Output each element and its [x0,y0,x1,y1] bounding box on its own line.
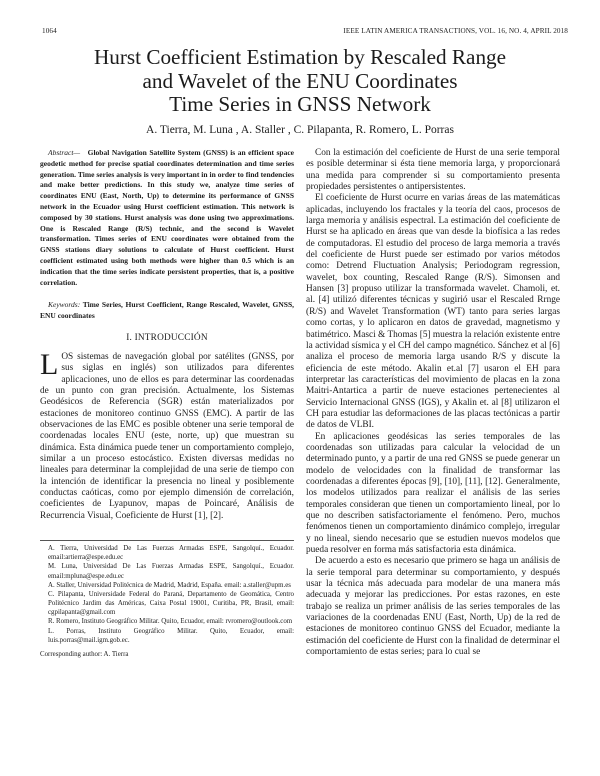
abstract [40,148,294,288]
intro-paragraph [40,347,294,522]
corresponding-author: Corresponding author: A. Tierra [40,650,129,658]
journal-header: IEEE LATIN AMERICA TRANSACTIONS, VOL. 16, NO. 4, APRIL 2018 [343,27,568,35]
body-paragraph: De acuerdo a esto es necesario que primero se haga un análisis de la serie temporal para determinar su comportamiento, y después usar la técnica más adecuada para modelar de una manera más adecuada y mejorar las predicciones. Por estas razones, en este trabajo se realiza un primer análisis de las series temporales de las variaciones de la coordenadas ENU (East, North, Up) de la red de estaciones de monitoreo continuo GNSS del Ecuador, mediante la estimación del coeficiente de Hurst con la finalidad de determinar el comportamiento de estas series; para lo cual se [306,556,561,658]
keywords-label: Keywords: [48,300,81,310]
footnote-affiliation: C. Pilapanta, Universidade Federal do Paraná, Departamento de Geomática, Centro Politécnico Jardim das Américas, Caixa Postal 19001, Curitiba, PR, Brasil, email: cgpilapanta@gmail.com [48,590,294,617]
drop-cap: L [40,347,59,381]
author-list: A. Tierra, M. Luna , A. Staller , C. Pilapanta, R. Romero, L. Porras [146,124,454,136]
footnote-affiliation: A. Staller, Universidad Politécnica de Madrid, Madrid, España. email: a.staller@upm.es [48,581,291,589]
intro-text: OS sistemas de navegación global por satélites (GNSS, por sus siglas en inglés) son utilizados para diferentes aplicaciones, uno de ellos es para determinar las coordenadas de un punto con gran precisión. Actualmente, los Sistemas Geodésicos de Referencia (SGR) están materializados por estaciones de monitoreo continuo GNSS (EMC). A partir de las observaciones de las EMC es posible obtener una serie temporal de coordenadas locales ENU (este, norte, up) que muestran su dinámica. Esta dinámica puede tener un comportamiento complejo, similar a un proceso estocástico. Existen diversas medidas no lineales para determinar la complejidad de una serie de tiempo con la intención de identificar la presencia no lineal y posiblemente conductas caóticas, como por ejemplo dimensión de correlación, coeficientes de Lyapunov, mapas de Poincaré, Análisis de Recurrencia Visual, Coeficiente de Hurst [1], [2]. [40,351,294,521]
title-line: Hurst Coefficient Estimation by Rescaled Range [93,45,507,69]
keywords [40,300,294,322]
body-paragraph: El coeficiente de Hurst ocurre en varias áreas de las matemáticas aplicadas, incluyendo los fractales y la teoría del caos, procesos de larga memoria y análisis espectral. La estimación del coeficiente de Hurst se ha aplicado en áreas que van desde la biofísica a las redes de computadoras. El estudio del proceso de larga memoria a través del coeficiente de Hurst puede ser estimado por varios métodos como: Detrend Fluctuation Analysis; Periodogram regression, wavelet, box counting, Rescaled Range (R/S). Simonsen and Hansen [3] propuso utilizar la transformada wavelet. Chamoli, et. al. [4] utilizó diferentes técnicas y sugirió usar el Rescaled Rrnge (R/S) and Wavelet Transformation (WT) tanto para series largas como cortas, y lo aplicaron en datos de gravedad, magnetismo y batimétrico. Masci & Thomas [5] muestra la relación existente entre la actividad sísmica y el CH del campo magnético. Sánchez et al [6] analiza el proceso de memoria larga usando R/S y discute la eficiencia de este método. Akalin et.al [7] usaron el EH para interpretar las características del movimiento de placas en la zona Maitri-Antartica a partir de nueve estaciones pertenecientes al Servicio Internacional GNSS (IGS), y Akalin et. al [8] utilizaron el CH para estudiar las deformaciones de las placas tectónicas a partir de datos de VLBI. [306,193,560,431]
footnote-affiliation: M. Luna, Universidad De Las Fuerzas Armadas ESPE, Sangolquí., Ecuador. email:mpluna@espe.edu.ec [48,563,294,580]
title-line: Time Series in GNSS Network [169,92,431,117]
footnote-divider [40,540,294,541]
abstract-label: Abstract— [48,148,81,157]
left-column [40,148,294,659]
footnote-affiliation: R. Romero, Instituto Geográfico Militar. Quito, Ecuador, email: rvromero@outlook.com [48,618,293,626]
footnotes [40,544,294,659]
footnote-affiliation: L. Porras, Instituto Geográfico Militar. Quito, Ecuador, email: luis.porras@mail.igm.gob.ec. [48,627,294,644]
body-paragraph: En aplicaciones geodésicas las series temporales de las coordenadas son utilizadas para calcular la velocidad de un determinado punto, y a partir de una red GNSS se puede generar un modelo de velocidades con la finalidad de transformar las coordenadas a diferentes épocas [9], [10], [11], [12]. Generalmente, los modelos utilizados para realizar el análisis de las series temporales consideran que tienen un comportamiento lineal, por lo que no describen satisfactoriamente el fenómeno. Pero, muchos fenómenos tienen un comportamiento dinámico complejo, irregular y no lineal, siendo necesario que se estudien nuevos modelos que pueda resolver en forma más satisfactoria esta dinámica. [306,431,560,556]
body-paragraph: Con la estimación del coeficiente de Hurst de una serie temporal es posible determinar si ésta tiene memoria larga, y proporcionará una medida para comprender si su comportamiento presenta propiedades persistentes o antipersistentes. [306,148,560,193]
keywords-text: Time Series, Hurst Coefficient, Range Rescaled, Wavelet, GNSS, ENU coordinates [40,300,294,321]
right-column [306,148,560,658]
footnote-affiliation: A. Tierra, Universidad De Las Fuerzas Armadas ESPE, Sangolquí., Ecuador. email:artierra@espe.edu.ec [48,545,294,562]
page-number: 1064 [42,27,57,35]
paper-title [40,46,560,117]
title-line: and Wavelet of the ENU Coordinates [142,68,458,93]
abstract-text: Global Navigation Satellite System (GNSS) is an efficient space geodetic method for precise spatial coordinates determination and time series generation. Time series analysis is very important in in order to find tendencies and make better predictions. In this study we, analyze time series of coordinates ENU (East, North, Up) to determine its performance of GNSS network in the Ecuador using Hurst coefficient estimation. This network is composed by 30 stations. Hurst analysis was done using two approximations. One is Rescaled Range (R/S) technic, and the second is Wavelet transformation. Times series of ENU coordinates were obtained from the GNSS stations diary solutions to calculate of Hurst coefficient. Hurst coefficient estimated using both methods were higher than 0.5 which is an indication that the time series indicate persistent properties, that is, a positive correlation. [40,148,294,287]
section-heading: I. INTRODUCCIÓN [126,332,208,343]
